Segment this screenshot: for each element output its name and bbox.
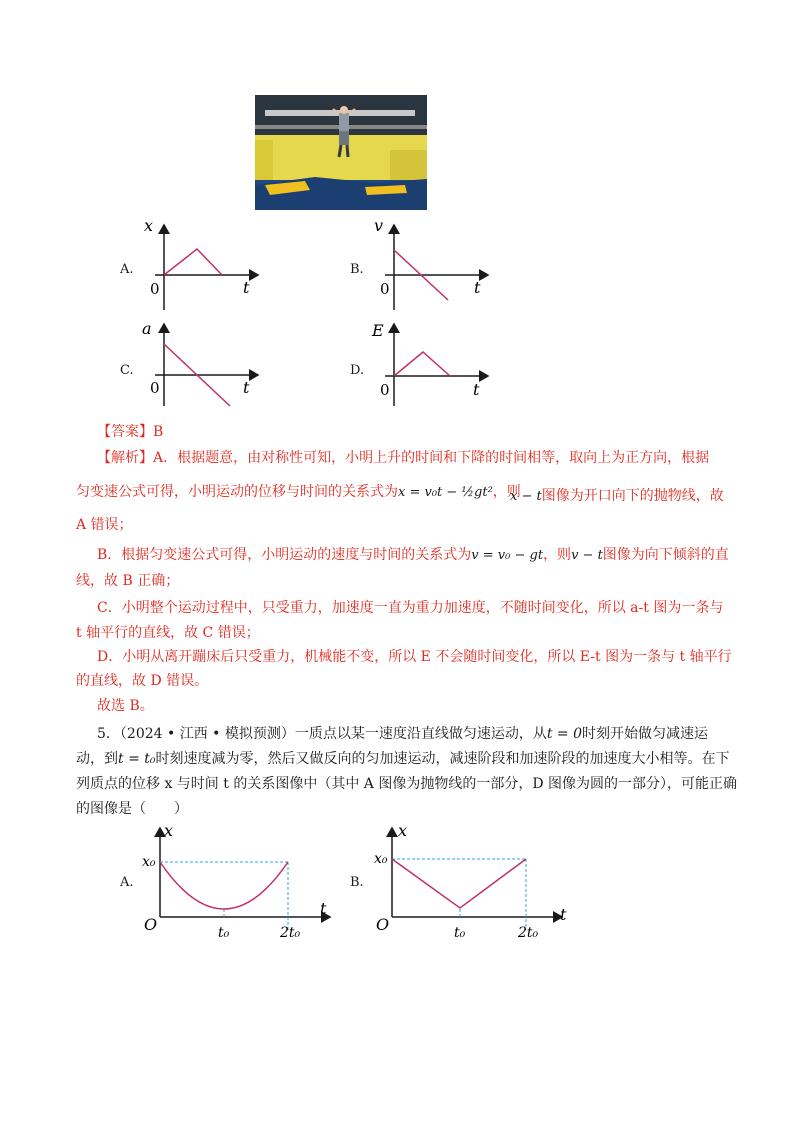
origin-label: 0 [150, 280, 160, 298]
curve [160, 862, 288, 909]
option-c-label[interactable]: C. [120, 363, 134, 378]
origin-label: 0 [380, 381, 390, 399]
y0-label: x₀ [374, 851, 388, 867]
curve [392, 859, 526, 908]
graph-a [140, 215, 270, 315]
y-label: x [164, 821, 174, 840]
analysis-line-3: A 错误； [76, 517, 133, 533]
analysis-line-10: 故选 B。 [97, 698, 154, 714]
trampoline-photo [255, 95, 427, 210]
analysis-line-1: 【解析】A．根据题意，由对称性可知，小明上升的时间和下降的时间相等，取向上为正方向，根据 [97, 450, 710, 466]
x-label: t [243, 378, 250, 397]
x-label: t [473, 380, 480, 399]
t2-label: 2t₀ [518, 925, 539, 941]
graph-b [370, 215, 500, 315]
y-label: x [398, 821, 408, 840]
q5-graph-b [372, 822, 572, 947]
y-label: v [374, 216, 384, 235]
y-label: E [372, 321, 384, 340]
graph-c [140, 318, 270, 410]
question-line-4: 的图像是（ ） [76, 801, 188, 817]
t0-label: t₀ [218, 925, 230, 941]
t2-label: 2t₀ [280, 925, 301, 941]
formula-vt: v − t [571, 548, 603, 563]
formula-xt-wrap: x − t图像为开口向下的抛物线，故 [510, 488, 724, 504]
origin-label: 0 [380, 280, 390, 298]
analysis-line-7: t 轴平行的直线，故 C 错误； [76, 625, 260, 641]
y-label: a [142, 319, 152, 338]
x-label: t [560, 905, 567, 924]
question-line-1: 5．（2024 • 江西 • 模拟预测）一质点以某一速度沿直线做匀速运动，从t = 0时刻开始做匀减速运 [97, 726, 709, 742]
option-a-label[interactable]: A. [120, 262, 134, 277]
analysis-line-5: 线，故 B 正确； [76, 573, 180, 589]
analysis-line-4: B．根据匀变速公式可得，小明运动的速度与时间的关系式为v = v₀ − gt，则v − t图像为向下倾斜的直 [97, 547, 729, 563]
formula-xt: x − t [510, 489, 542, 504]
q5-option-b-label[interactable]: B. [350, 875, 364, 890]
y0-label: x₀ [142, 854, 156, 870]
origin-label: O [144, 915, 158, 934]
x-label: t [320, 899, 327, 918]
question-line-2: 动，到t = t₀时刻速度减为零，然后又做反向的匀加速运动，减速阶段和加速阶段的加速度大小相等。在下 [76, 751, 730, 767]
y-label: x [144, 216, 154, 235]
t0-label: t₀ [454, 925, 466, 941]
formula-x: x = v₀t − ½gt² [398, 485, 493, 500]
graph-d [370, 318, 500, 410]
answer-label: 【答案】B [97, 424, 164, 440]
x-label: t [243, 278, 250, 297]
curve [164, 249, 222, 275]
q5-graph-a [140, 822, 340, 947]
q5-option-a-label[interactable]: A. [120, 875, 134, 890]
x-label: t [474, 278, 481, 297]
origin-label: 0 [150, 379, 160, 397]
analysis-line-2: 匀变速公式可得，小明运动的位移与时间的关系式为x = v₀t − ½gt²，则 [76, 484, 521, 500]
analysis-line-8: D．小明从离开蹦床后只受重力，机械能不变，所以 E 不会随时间变化，所以 E-t 图为一条与 t 轴平行 [97, 649, 732, 665]
question-line-3: 列质点的位移 x 与时间 t 的关系图像中（其中 A 图像为抛物线的一部分，D 图像为圆的一部分），可能正确 [76, 776, 738, 792]
option-b-label[interactable]: B. [350, 262, 364, 277]
formula-v: v = v₀ − gt [471, 548, 544, 563]
analysis-line-6: C．小明整个运动过程中，只受重力，加速度一直为重力加速度，不随时间变化，所以 a-t 图为一条与 [97, 600, 724, 616]
origin-label: O [376, 915, 390, 934]
curve [394, 352, 450, 376]
option-d-label[interactable]: D. [350, 363, 365, 378]
analysis-line-9: 的直线，故 D 错误。 [76, 673, 209, 689]
